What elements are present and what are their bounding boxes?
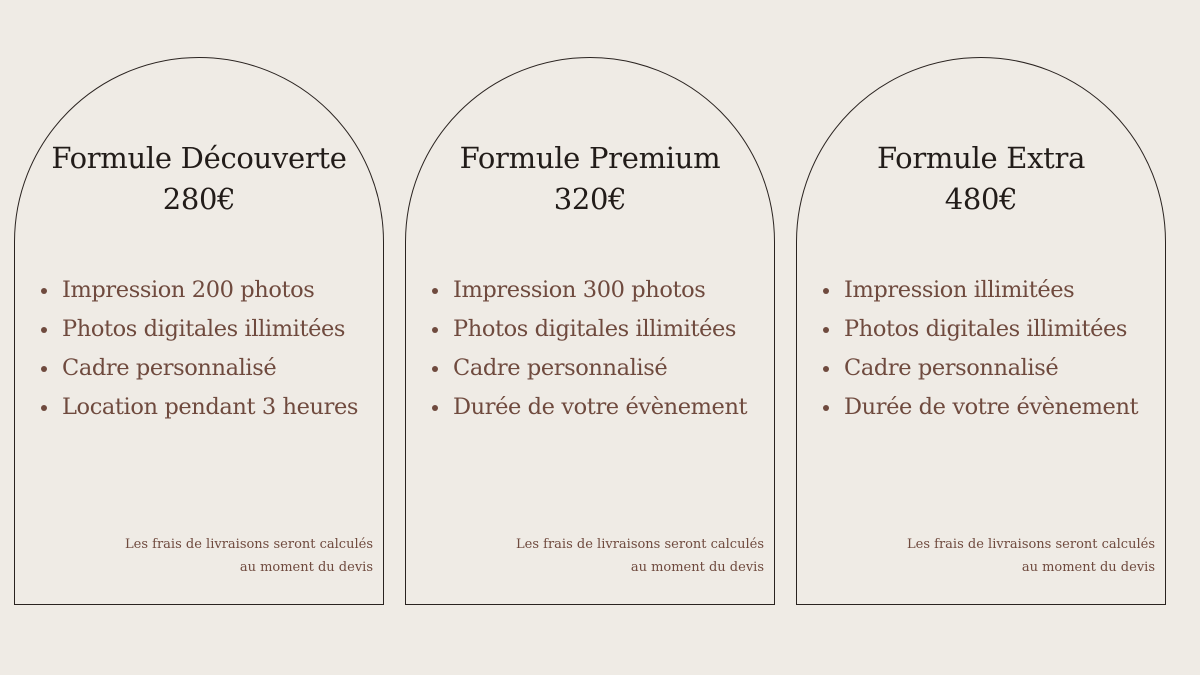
plan-title: Formule Extra	[876, 141, 1086, 175]
feature-item: Durée de votre évènement	[823, 388, 1138, 427]
delivery-note	[907, 533, 1155, 579]
plan-price: 480€	[944, 182, 1018, 216]
delivery-note	[516, 533, 764, 579]
feature-item: Location pendant 3 heures	[41, 388, 358, 427]
feature-item: Photos digitales illimitées	[823, 310, 1138, 349]
feature-item: Cadre personnalisé	[432, 349, 747, 388]
delivery-note-line: au moment du devis	[630, 560, 764, 575]
delivery-note	[125, 533, 373, 579]
feature-item: Cadre personnalisé	[41, 349, 358, 388]
plan-price: 280€	[162, 182, 236, 216]
feature-item: Impression 300 photos	[432, 271, 747, 310]
plan-card-premium	[405, 57, 775, 605]
plan-price: 320€	[553, 182, 627, 216]
feature-item: Impression illimitées	[823, 271, 1138, 310]
delivery-note-line: au moment du devis	[1021, 560, 1155, 575]
delivery-note-line: au moment du devis	[239, 560, 373, 575]
feature-item: Cadre personnalisé	[823, 349, 1138, 388]
feature-list	[41, 271, 358, 427]
feature-item: Photos digitales illimitées	[41, 310, 358, 349]
plan-title: Formule Premium	[459, 141, 721, 175]
feature-item: Photos digitales illimitées	[432, 310, 747, 349]
plan-card-decouverte	[14, 57, 384, 605]
plan-title: Formule Découverte	[51, 141, 347, 175]
delivery-note-line: Les frais de livraisons seront calculés	[907, 537, 1155, 552]
feature-item: Impression 200 photos	[41, 271, 358, 310]
delivery-note-line: Les frais de livraisons seront calculés	[125, 537, 373, 552]
plan-card-extra	[796, 57, 1166, 605]
feature-list	[432, 271, 747, 427]
delivery-note-line: Les frais de livraisons seront calculés	[516, 537, 764, 552]
feature-item: Durée de votre évènement	[432, 388, 747, 427]
feature-list	[823, 271, 1138, 427]
